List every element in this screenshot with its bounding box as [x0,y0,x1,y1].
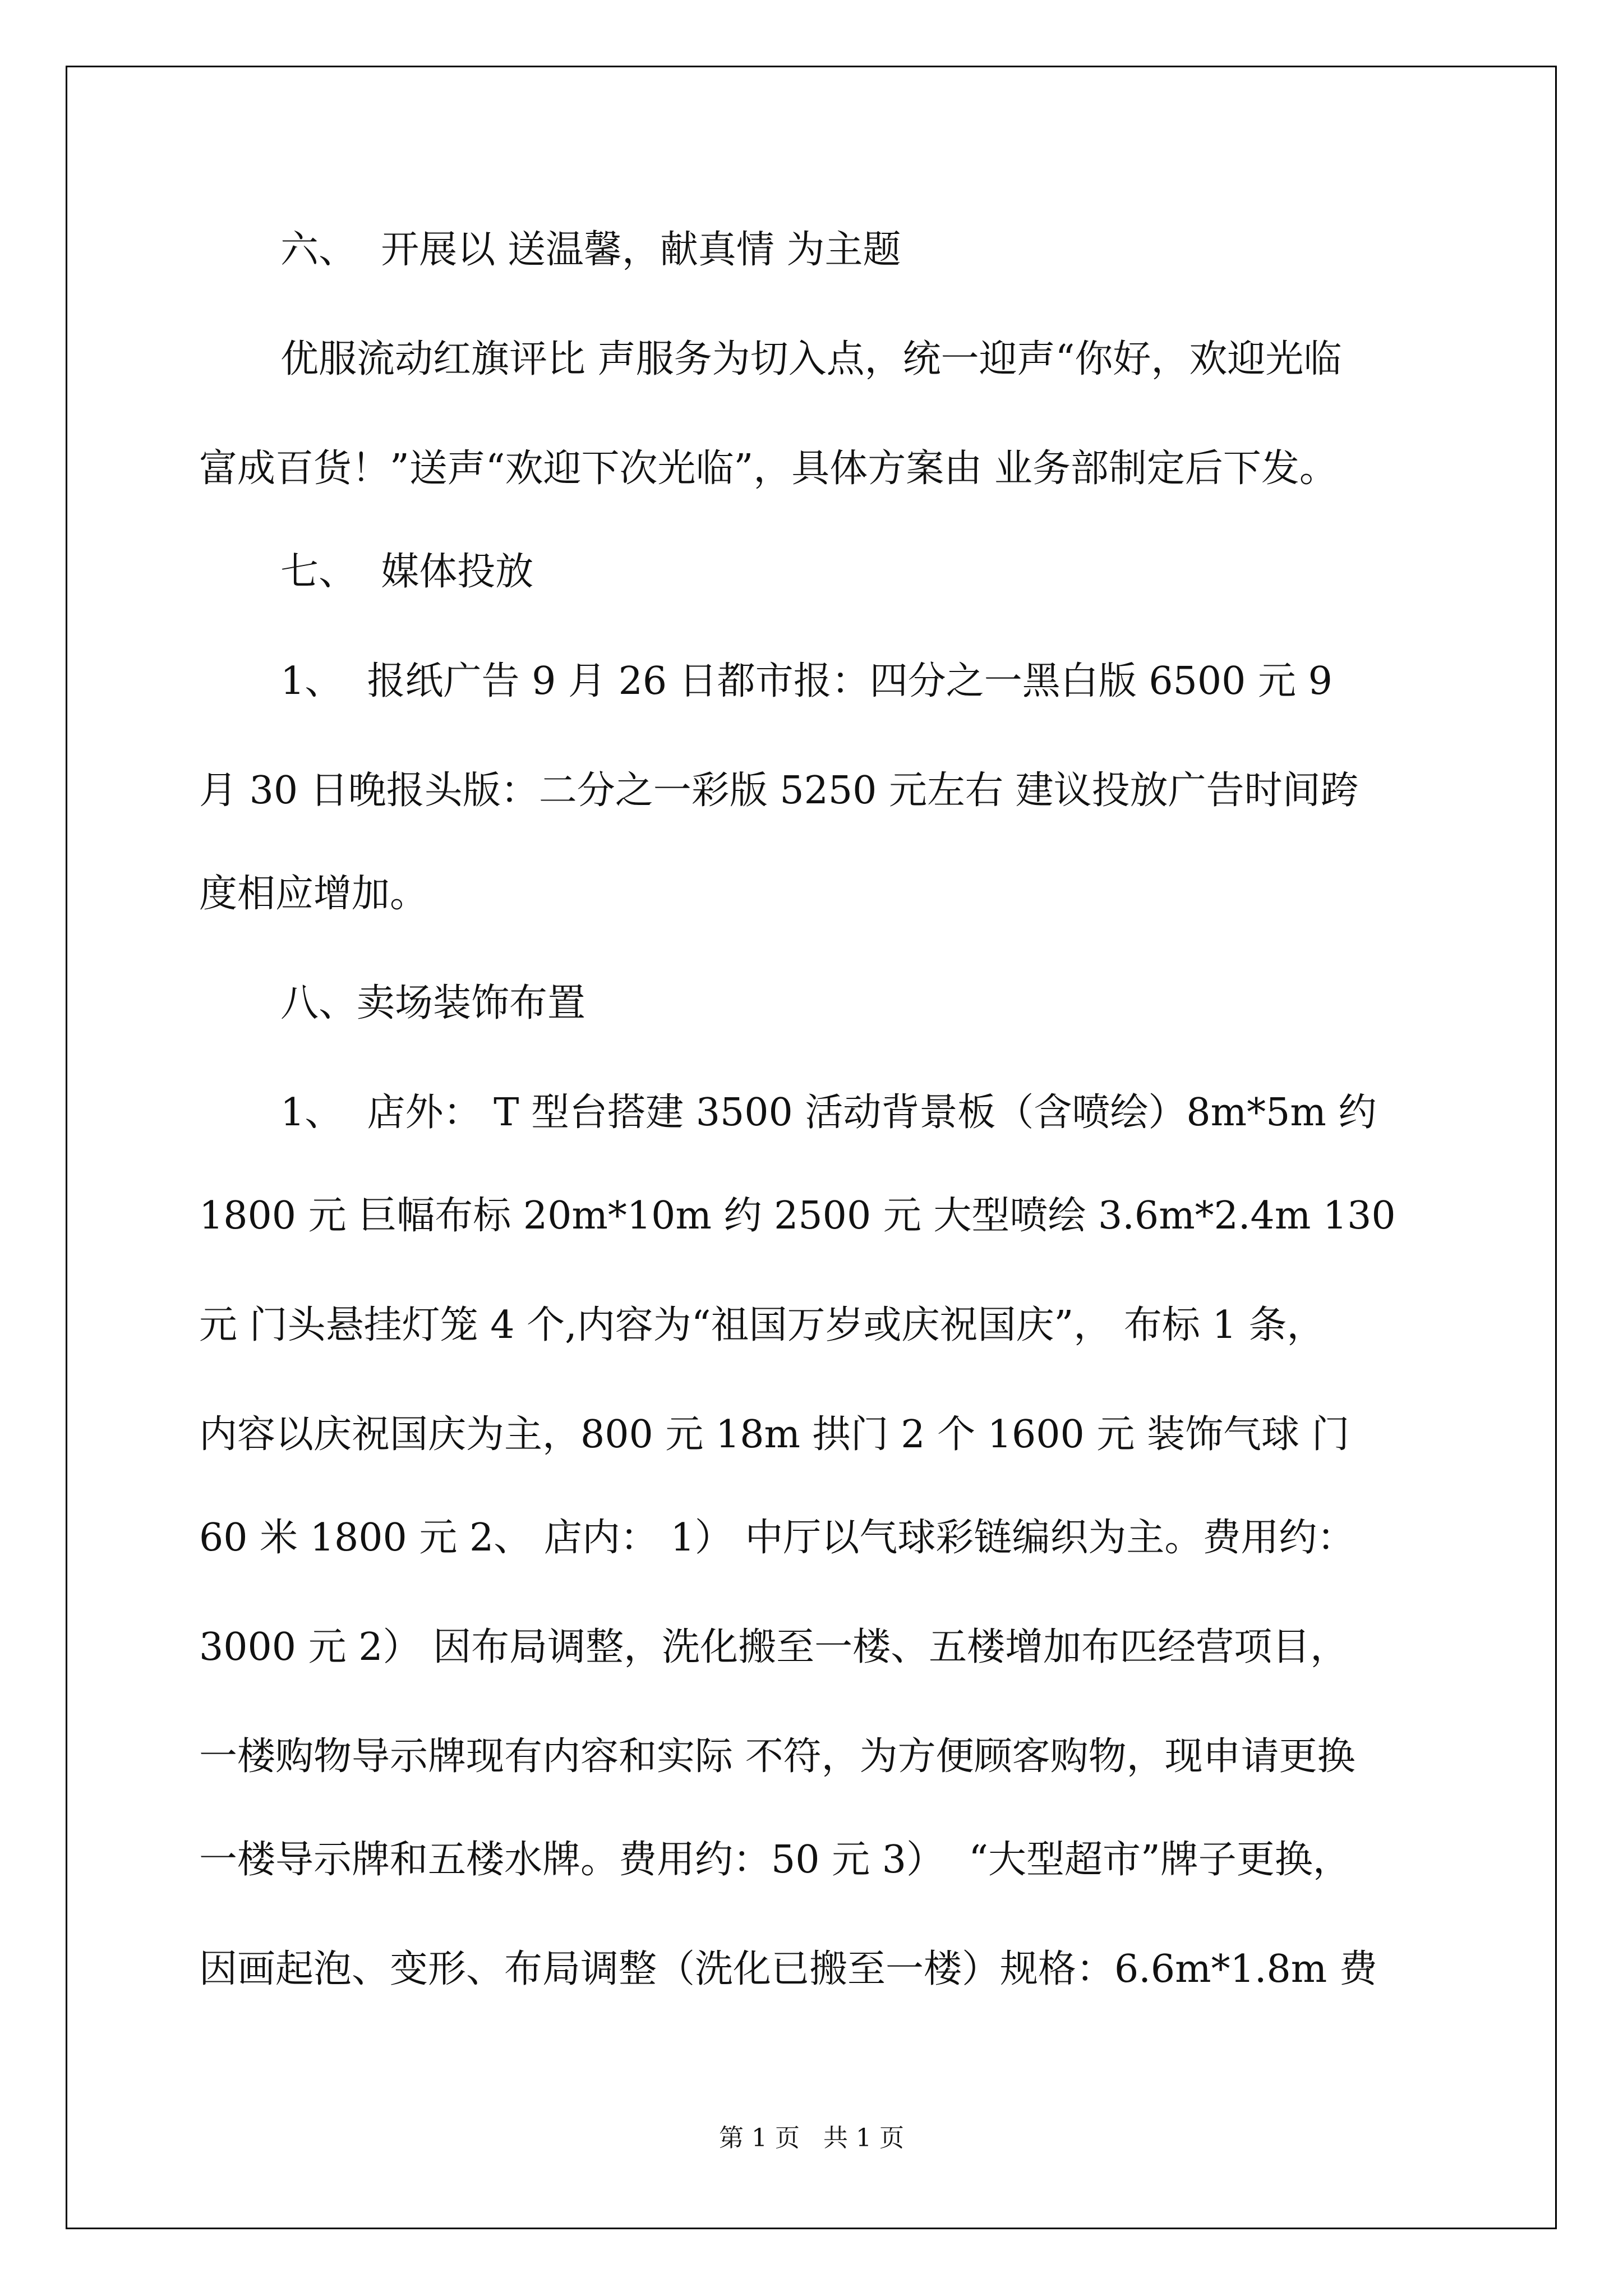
page-border [66,66,1557,2229]
section-heading-7: 七、 媒体投放 [280,550,534,594]
paragraph-line: 优服流动红旗评比 声服务为切入点，统一迎声“你好，欢迎光临 [280,337,1342,381]
paragraph-line: 月 30 日晚报头版：二分之一彩版 5250 元左右 建议投放广告时间跨 [199,769,1359,813]
paragraph-line: 60 米 1800 元 2、 店内： 1） 中厅以气球彩链编织为主。费用约： [199,1516,1355,1560]
paragraph-line: 1、 店外： T 型台搭建 3500 活动背景板（含喷绘）8m*5m 约 [280,1091,1377,1135]
paragraph-line: 3000 元 2） 因布局调整，洗化搬至一楼、五楼增加布匹经营项目， [199,1625,1349,1669]
paragraph-line: 一楼购物导示牌现有内容和实际 不符，为方便顾客购物，现申请更换 [199,1734,1355,1779]
section-heading-8: 八、卖场装饰布置 [280,981,586,1025]
paragraph-line: 因画起泡、变形、布局调整（洗化已搬至一楼）规格：6.6m*1.8m 费 [199,1947,1377,1991]
paragraph-line: 元 门头悬挂灯笼 4 个,内容为“祖国万岁或庆祝国庆”， 布标 1 条， [199,1303,1325,1347]
paragraph-line: 1、 报纸广告 9 月 26 日都市报：四分之一黑白版 6500 元 9 [280,659,1332,703]
section-heading-6: 六、 开展以 送温馨，献真情 为主题 [280,228,901,272]
paragraph-line: 1800 元 巨幅布标 20m*10m 约 2500 元 大型喷绘 3.6m*2.4m 130 [199,1194,1396,1238]
paragraph-line: 内容以庆祝国庆为主，800 元 18m 拱门 2 个 1600 元 装饰气球 门 [199,1412,1350,1457]
paragraph-line: 富成百货！”送声“欢迎下次光临”，具体方案由 业务部制定后下发。 [199,447,1338,491]
page-number-footer: 第 1 页 共 1 页 [719,2124,904,2152]
paragraph-line: 一楼导示牌和五楼水牌。费用约：50 元 3） “大型超市”牌子更换， [199,1838,1351,1882]
paragraph-line: 度相应增加。 [199,872,428,916]
